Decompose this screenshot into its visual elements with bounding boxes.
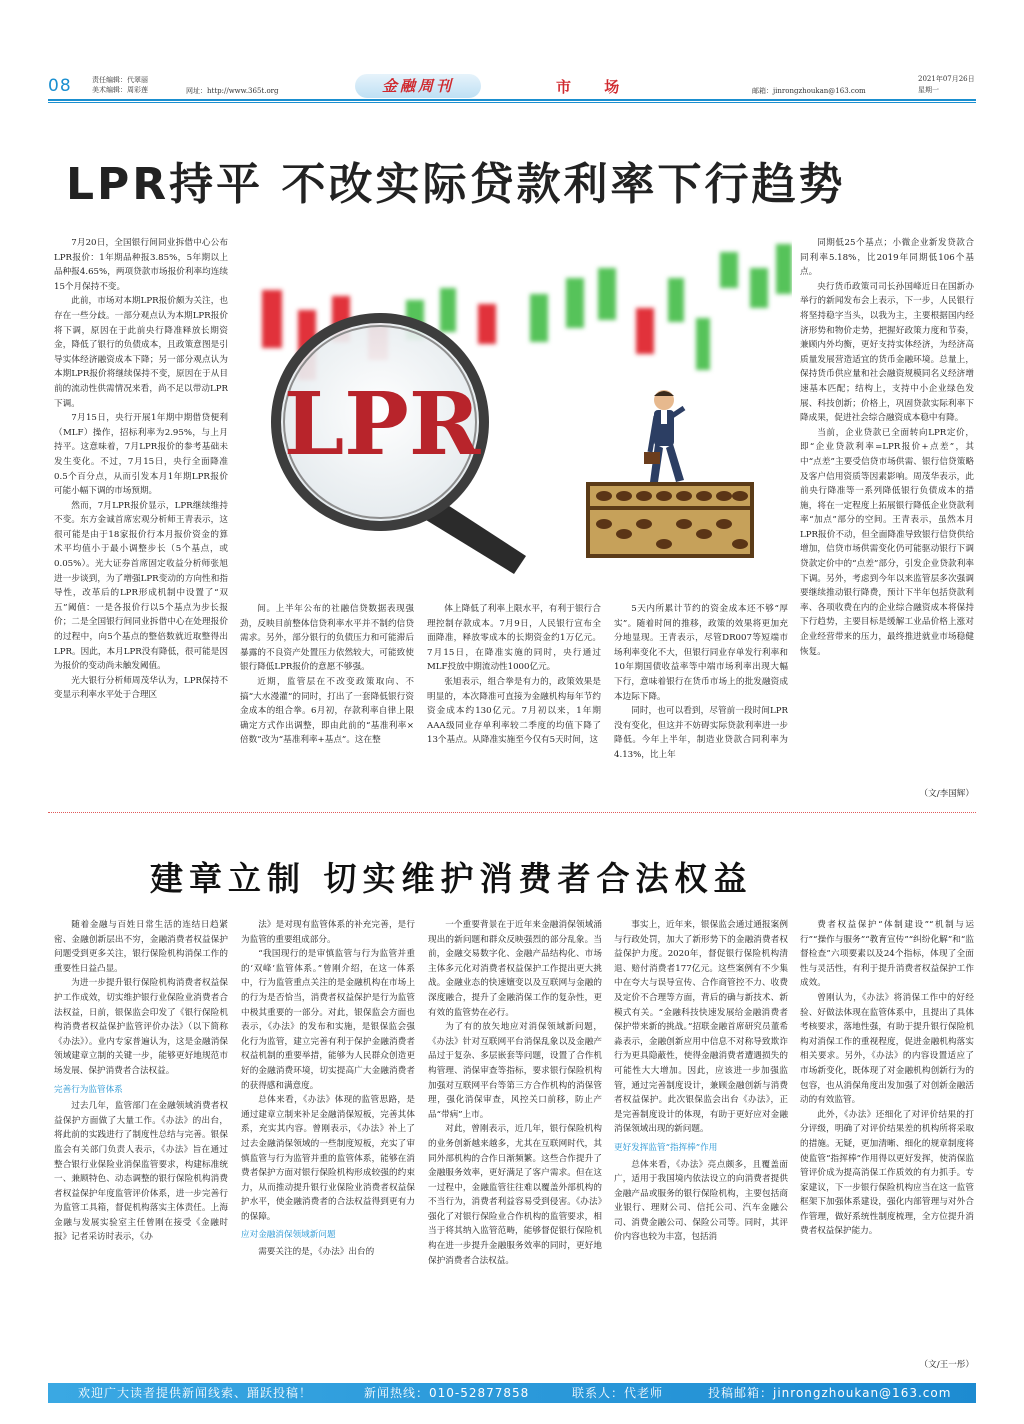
article1-column-3 bbox=[427, 602, 601, 784]
article2-column-4 bbox=[614, 918, 788, 1374]
footer-invite: 欢迎广大读者提供新闻线索、踊跃投稿！ bbox=[78, 1386, 313, 1400]
article1-byline: （文/李国辉） bbox=[919, 789, 974, 799]
paragraph: 此外，《办法》还细化了对评价结果的打分评级，明确了对评价结果差的机构所将采取的措施。无疑，更加清晰、细化的规章制度将使监管“指挥棒”作用得以更好发挥，使消保监管评价成为提高消保工作质效的有力抓手。专家建议，下一步银行保险机构应当在这一监管框架下加强体系建设，强化内部管理与对外合作管理，做好系统性制度梳理，全方位提升消费者权益保护能力。 bbox=[800, 1109, 974, 1237]
section-subheading: 完善行为监管体系 bbox=[54, 1084, 123, 1095]
article1-column-5 bbox=[800, 236, 974, 784]
footer-contact: 联系人：代老师 bbox=[572, 1386, 664, 1400]
paragraph: 需要关注的是，《办法》出台的 bbox=[258, 1247, 375, 1258]
page-number: 08 bbox=[48, 76, 72, 96]
footer-bar bbox=[48, 1383, 976, 1403]
paragraph: 7月20日，全国银行间同业拆借中心公布LPR报价：1年期品种报3.85%，5年期以上品种报4.65%，两项贷款市场报价利率均连续15个月保持不变。 bbox=[54, 238, 228, 292]
article1-headline: LPR持平 不改实际贷款利率下行趋势 bbox=[66, 159, 846, 210]
article-separator bbox=[48, 812, 976, 813]
footer-email[interactable]: 投稿邮箱：jinrongzhoukan@163.com bbox=[708, 1386, 952, 1400]
article2-column-5 bbox=[800, 918, 974, 1358]
editor: 责任编辑：代翠丽 bbox=[92, 76, 148, 84]
paragraph: 此前，市场对本期LPR报价颇为关注，也存在一些分歧。一部分观点认为本期LPR报价将下调，原因在于此前央行降准释放长期资金，降低了银行的负债成本，且政策意图是引导实体经济融资成本下降；另一部分观点认为本期LPR报价将继续保持不变，原因在于从目前的流动性供需情况来看，尚不足以带动LPR下调。 bbox=[54, 296, 228, 409]
paragraph: 张旭表示，组合拳是有力的，政策效果是明显的，本次降准可直接为金融机构每年节约资金成本约130亿元。7月初以来，1年期AAA级同业存单利率较二季度的均值下降了13个基点。从降准实施至今仅有5天时间，这 bbox=[427, 676, 601, 746]
art-editor: 美术编辑：周彩莲 bbox=[92, 86, 148, 94]
paragraph: 同时，也可以看到，尽管前一段时间LPR没有变化，但这并不妨碍实际贷款利率进一步降低。今年上半年，制造业贷款合同利率为4.13%，比上年 bbox=[614, 706, 788, 760]
paragraph: 费者权益保护“体制建设”“机制与运行”“操作与服务”“教育宣传”“纠纷化解”和“监督检查”六项要素以及24个指标，体现了全面性与灵活性，有利于提升消费者权益保护工作成效。 bbox=[800, 920, 974, 989]
section-name: 市 场 bbox=[556, 78, 634, 96]
article2-column-2 bbox=[241, 918, 415, 1374]
paragraph: 总体来看，《办法》亮点颇多，且覆盖面广，适用于我国境内依法设立的向消费者提供金融产品或服务的银行保险机构，主要包括商业银行、理财公司、信托公司、汽车金融公司、消费金融公司、保险公司等。同时，其评价内容也较为丰富，包括消 bbox=[614, 1159, 788, 1243]
paragraph: 为了有的放矢地应对消保领域新问题，《办法》针对互联网平台消保乱象以及金融产品过于复杂、多层嵌套等问题，设置了合作机构管理、消保审查等指标，要求银行保险机构加强对互联网平台等第三方合作机构的消保管理，强化消保审查，风控关口前移，防止产品“带病”上市。 bbox=[428, 1022, 602, 1120]
article1-column-4 bbox=[614, 602, 788, 784]
paragraph: 7月15日，央行开展1年期中期借贷便利（MLF）操作，招标利率为2.95%，与上月持平。这意味着，7月LPR报价的参考基础未发生变化。不过，7月15日，央行全面降准0.5个百分点，从而引发本月1年期LPR报价可能小幅下调的市场预期。 bbox=[54, 413, 228, 497]
paragraph: 5天内所累计节约的资金成本还不够“厚实”。随着时间的推移，政策的效果将更加充分地显现。王青表示，尽管DR007等短端市场利率变化不大，但银行同业存单发行利率和10年期国债收益率等中端市场利率出现大幅下行，意味着银行在货币市场上的批发融资成本边际下降。 bbox=[614, 604, 788, 702]
paragraph: 光大银行分析师周茂华认为，LPR保持不变显示利率水平处于合理区 bbox=[54, 675, 228, 701]
masthead-email: 邮箱：jinrongzhoukan@163.com bbox=[752, 87, 866, 95]
abacus-icon bbox=[588, 484, 752, 556]
article2-column-3 bbox=[428, 918, 602, 1374]
article2-headline: 建章立制 切实维护消费者合法权益 bbox=[150, 859, 753, 898]
article1-column-2 bbox=[240, 602, 414, 784]
paragraph: 间。上半年公布的社融信贷数据表现强劲，反映目前整体信贷利率水平并不制约信贷需求。另外，部分银行的负债压力和可能滞后暴露的不良资产处置压力依然较大，可能致使银行降低LPR报价的意愿不够强。 bbox=[240, 604, 414, 673]
paragraph: 近期，监管层在不改变政策取向、不搞“大水漫灌”的同时，打出了一套降低银行资金成本的组合拳。6月初，存款利率自律上限确定方式作出调整，即由此前的“基准利率×倍数”改为“基准利率+基点”。这在整 bbox=[240, 676, 414, 746]
brand-logo: 金融周刊 bbox=[355, 74, 481, 98]
paragraph: “我国现行的是审慎监管与行为监管并重的‘双峰’监管体系。”曾刚介绍，在这一体系中，行为监管重点关注的是金融机构在市场上的行为是否恰当，消费者权益保护是行为监管中极其重要的一部分。对此，银保监会方面也表示，《办法》的发布和实施，是银保监会强化行为监管，建立完善有利于保护金融消费者权益机制的重要举措，能够为人民群众创造更好的金融消费环境，切实提高广大金融消费者的获得感和满意度。 bbox=[241, 949, 415, 1091]
issue-date bbox=[918, 74, 975, 96]
footer-hotline: 新闻热线：010-52877858 bbox=[364, 1386, 530, 1400]
paragraph: 法》是对现有监管体系的补充完善，是行为监管的重要组成部分。 bbox=[241, 920, 415, 945]
paragraph: 总体来看，《办法》体现的监管思路，是通过建章立制来补足金融消保短板，完善其体系，充实其内容。曾刚表示，《办法》补上了过去金融消保领域的一些制度短板，充实了审慎监管与行为监管并重的监管体系，能够在消费者保护方面对银行保险机构形成较强的约束力，从而推动提升银行业保险业消费者权益保护水平，使金融消费者的合法权益得到更有力的保障。 bbox=[241, 1095, 415, 1222]
paragraph: 然而，7月LPR报价显示，LPR继续维持不变。东方金诚首席宏观分析师王青表示，这很可能是由于18家报价行本月报价资金的算术平均值小于最小调整步长（5个基点，或0.05%）。光大证券首席固定收益分析师张旭进一步谈到，为了增强LPR变动的方向性和指导性，改革后的LPR形成机制中设置了“双五”阈值：一是各报价行以5个基点为步长报价；二是全国银行间同业拆借中心在处理报价的过程中，向5个基点的整倍数就近取整得出LPR。因此，本月LPR没有降低，很可能是因为报价的变动尚未触发阈值。 bbox=[54, 500, 228, 672]
businessman-figure bbox=[644, 390, 684, 482]
article1-column-1 bbox=[54, 236, 228, 784]
section-subheading: 应对金融消保领域新问题 bbox=[241, 1230, 336, 1241]
paragraph: 同期低25个基点；小微企业新发贷款合同利率5.18%，比2019年同期低106个基点。 bbox=[800, 238, 974, 278]
lpr-illustration-svg bbox=[240, 238, 792, 596]
paragraph: 对此，曾刚表示，近几年，银行保险机构的业务创新越来越多，尤其在互联网时代，其同外部机构的合作日渐频繁。这些合作提升了金融服务效率，更好满足了客户需求。但在这一过程中，金融监管往往难以覆盖外部机构的不当行为，消费者利益容易受到侵害。《办法》强化了对银行保险业合作机构的监管要求，相当于将其纳入监管范畴，能够督促银行保险机构在进一步提升金融服务效率的同时，更好地保护消费者合法权益。 bbox=[428, 1124, 602, 1266]
article2-column-1 bbox=[54, 918, 228, 1374]
paragraph: 事实上，近年来，银保监会通过通报案例与行政处罚，加大了新形势下的金融消费者权益保护力度。2020年，督促银行保险机构清退、赔付消费者177亿元。这些案例有不少集中在夸大与误导宣传、合作商管控不力、收费及定价不合理等方面，背后的确与新技术、新模式有关。“金融科技快速发展给金融消费者保护带来新的挑战。”招联金融首席研究员董希淼表示，金融创新应用中信息不对称导致欺诈行为更具隐蔽性，使得金融消费者遭遇损失的可能性大大增加。因此，应该进一步加强监管，通过完善制度设计，兼顾金融创新与消费者权益保护。此次银保监会出台《办法》，正是完善制度设计的体现，有助于更好应对金融消保领域出现的新问题。 bbox=[614, 920, 788, 1135]
editor-credits bbox=[92, 75, 148, 95]
weekday: 星期一 bbox=[918, 86, 939, 94]
lpr-lens-text: LPR bbox=[283, 374, 481, 475]
paragraph: 体上降低了利率上限水平，有利于银行合理控制存款成本。7月9日，人民银行宣布全面降准，释放零成本的长期资金约1万亿元。7月15日，在降准实施的同时，央行通过MLF投放中期流动性1000亿元。 bbox=[427, 604, 601, 673]
date: 2021年07月26日 bbox=[918, 75, 975, 83]
paragraph: 过去几年，监管部门在金融领域消费者权益保护方面做了大量工作。《办法》的出台，将此前的实践进行了制度性总结与完善。银保监会有关部门负责人表示，《办法》旨在通过整合银行业保险业消保监管要求，构建标准统一、兼顾特色、动态调整的银行保险机构消费者权益保护年度监管评价体系，进一步完善行为监管工具箱，督促机构落实主体责任。上海金融与发展实验室主任曾刚在接受《金融时报》记者采访时表示，《办 bbox=[54, 1101, 228, 1243]
section-subheading: 更好发挥监管“指挥棒”作用 bbox=[614, 1142, 718, 1153]
article2-byline: （文/王一彤） bbox=[919, 1360, 974, 1370]
lpr-illustration bbox=[240, 238, 792, 596]
paragraph: 为进一步提升银行保险机构消费者权益保护工作成效，切实维护银行业保险业消费者合法权益，日前，银保监会印发了《银行保险机构消费者权益保护监管评价办法》（以下简称《办法》）。业内专家普遍认为，这是金融消保领域建章立制的关键一步，能够更好地规范市场发展、保护消费者合法权益。 bbox=[54, 978, 228, 1076]
website-link[interactable]: 网址：http://www.365t.org bbox=[186, 87, 279, 95]
paragraph: 一个重要背景在于近年来金融消保领域涌现出的新问题和群众反映强烈的部分乱象。当前，金融交易数字化、金融产品结构化、市场主体多元化对消费者权益保护工作提出更大挑战。金融业态的快速嬗变以及互联网与金融的深度融合，提升了金融消保工作的复杂性，更有效的监管势在必行。 bbox=[428, 920, 602, 1018]
paragraph: 随着金融与百姓日常生活的连结日趋紧密、金融创新层出不穷，金融消费者权益保护问题受到更多关注，银行保险机构消保工作的重要性日益凸显。 bbox=[54, 920, 228, 974]
paragraph: 曾刚认为，《办法》将消保工作中的好经验、好做法体现在监管体系中，且提出了具体考核要求，落地性强，有助于提升银行保险机构对消保工作的重视程度，促进金融机构落实相关要求。另外，《办法》的内容设置适应了市场新变化，既体现了对金融机构创新行为的包容，也从消保角度出发加强了对创新金融活动的有效监管。 bbox=[800, 992, 974, 1106]
paragraph: 当前，企业贷款已全面转向LPR定价，即“企业贷款利率=LPR报价+点差”，其中“点差”主要受信贷市场供需、银行信贷策略及客户信用资质等因素影响。周茂华表示，此前央行降准等一系列降低银行负债成本的措施，将在一定程度上拓展银行降低企业贷款利率“加点”部分的空间。王青表示，虽然本月LPR报价不动，但全面降准导致银行信贷供给增加，信贷市场供需变化仍可能驱动银行下调贷款定价中的“点差”部分，引发企业贷款利率下调。另外，考虑到今年以来监管层多次强调要继续推动银行降费，预计下半年包括贷款利率、各项收费在内的企业综合融资成本将保持下行趋势，主要目标是缓解工业品价格上涨对企业经营带来的压力，最终推进就业市场稳健恢复。 bbox=[800, 427, 974, 657]
paragraph: 央行货币政策司司长孙国峰近日在国新办举行的新闻发布会上表示，下一步，人民银行将坚持稳字当头，以我为主，主要根据国内经济形势和物价走势，把握好政策力度和节奏，兼顾内外均衡，更好支持实体经济，为经济高质量发展营造适宜的货币金融环境。总量上，保持货币供应量和社会融资规模同名义经济增速基本匹配；结构上，支持中小企业绿色发展、科技创新；价格上，巩固贷款实际利率下降成果，促进社会综合融资成本稳中有降。 bbox=[800, 281, 974, 424]
masthead-rule bbox=[48, 99, 976, 101]
masthead-rule-thin bbox=[48, 102, 976, 103]
